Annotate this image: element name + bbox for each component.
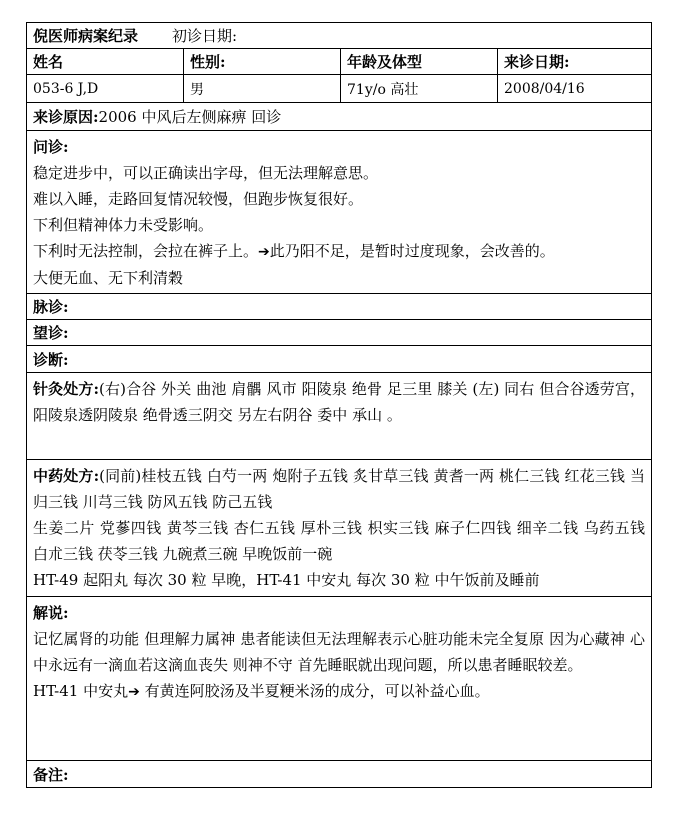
patient-table-header-row — [27, 49, 651, 75]
right-arrow-icon: ➔ — [128, 684, 140, 700]
pulse-row — [27, 294, 651, 320]
observation-row — [27, 320, 651, 346]
patient-gender-value: 男 — [183, 75, 340, 102]
explanation-text: 记忆属肾的功能 但理解力属神 患者能读但无法理解表示心脏功能未完全复原 因为心藏神 心中永远有一滴血若这滴血丧失 则神不守 首先睡眠就出现问题，所以患者睡眠较差。 — [33, 630, 645, 674]
herbal-section — [27, 460, 651, 597]
herbal-line-1: (同前)桂枝五钱 白芍一两 炮附子五钱 炙甘草三钱 黄耆一两 桃仁三钱 红花三钱 当归三钱 川芎三钱 防风五钱 防己五钱 — [33, 467, 645, 511]
acupuncture-text: (右)合谷 外关 曲池 肩髃 风市 阳陵泉 绝骨 足三里 膝关 (左) 同右 但合谷透劳宫，阳陵泉透阴陵泉 绝骨透三阴交 另左右阴谷 委中 承山 。 — [33, 380, 645, 424]
visit-reason-label: 来诊原因: — [33, 108, 99, 126]
herbal-label: 中药处方: — [33, 467, 100, 485]
explanation-label: 解说: — [33, 604, 69, 622]
title-cell — [27, 23, 653, 48]
herbal-line-3: HT-49 起阳丸 每次 30 粒 早晚，HT-41 中安丸 每次 30 粒 中午饭前及睡前 — [33, 571, 540, 589]
right-arrow-icon: ➔ — [258, 244, 270, 260]
visit-reason-cell — [27, 103, 653, 130]
herbal-line-2: 生姜二片 党蔘四钱 黄芩三钱 杏仁五钱 厚朴三钱 枳实三钱 麻子仁四钱 细辛二钱 乌药五钱 白朮三钱 茯苓三钱 九碗煮三碗 早晚饭前一碗 — [33, 519, 645, 563]
patient-age-build-value: 71y/o 高壮 — [340, 75, 497, 102]
diagnosis-row — [27, 346, 651, 373]
inquiry-section — [27, 131, 651, 294]
explanation-section — [27, 597, 651, 761]
title-row — [27, 23, 651, 49]
visit-reason-text: 2006 中风后左侧麻痹 回诊 — [98, 108, 282, 126]
visit-date-value: 2008/04/16 — [497, 75, 653, 102]
patient-table-value-row — [27, 75, 651, 103]
first-visit-date-label: 初诊日期: — [172, 27, 238, 45]
inquiry-label: 问诊: — [33, 138, 69, 156]
herbal-content — [33, 463, 645, 593]
observation-label: 望诊: — [33, 324, 69, 342]
name-header: 姓名 — [33, 53, 64, 71]
explanation-ht41-prefix: HT-41 中安丸 — [33, 682, 129, 700]
remarks-row — [27, 761, 651, 787]
visit-reason-row — [27, 103, 651, 131]
inquiry-line-2: 难以入睡，走路回复情况较慢，但跑步恢复很好。 — [33, 190, 364, 208]
inquiry-line-5: 大便无血、无下利清穀 — [33, 269, 184, 287]
remarks-label: 备注: — [33, 765, 69, 784]
inquiry-line-4 — [33, 238, 645, 265]
age-build-header: 年龄及体型 — [340, 49, 497, 74]
inquiry-line-4-text: 下利时无法控制，会拉在裤子上。 — [33, 242, 259, 260]
inquiry-line-4-conclusion: 此乃阳不足，是暂时过度现象，会改善的。 — [269, 242, 555, 260]
acupuncture-label: 针灸处方: — [33, 380, 100, 398]
inquiry-line-1: 稳定进步中，可以正确读出字母，但无法理解意思。 — [33, 164, 379, 182]
gender-header: 性别: — [183, 49, 340, 74]
patient-name-value: 053-6 J,D — [33, 80, 99, 97]
visit-date-header: 来诊日期: — [497, 49, 653, 74]
medical-record-form — [26, 22, 652, 788]
diagnosis-label: 诊断: — [33, 350, 69, 369]
acupuncture-section — [27, 373, 651, 460]
record-title: 倪医师病案纪录 — [33, 27, 139, 45]
explanation-ht41-line — [33, 678, 645, 705]
inquiry-content — [33, 134, 645, 291]
explanation-content — [33, 600, 645, 705]
inquiry-line-3: 下利但精神体力未受影响。 — [33, 216, 214, 234]
explanation-ht41-rest: 有黄连阿胶汤及半夏粳米汤的成分，可以补益心血。 — [139, 682, 490, 700]
herbal-block-1 — [33, 463, 645, 515]
pulse-label: 脉诊: — [33, 298, 69, 316]
acupuncture-content — [33, 376, 645, 428]
